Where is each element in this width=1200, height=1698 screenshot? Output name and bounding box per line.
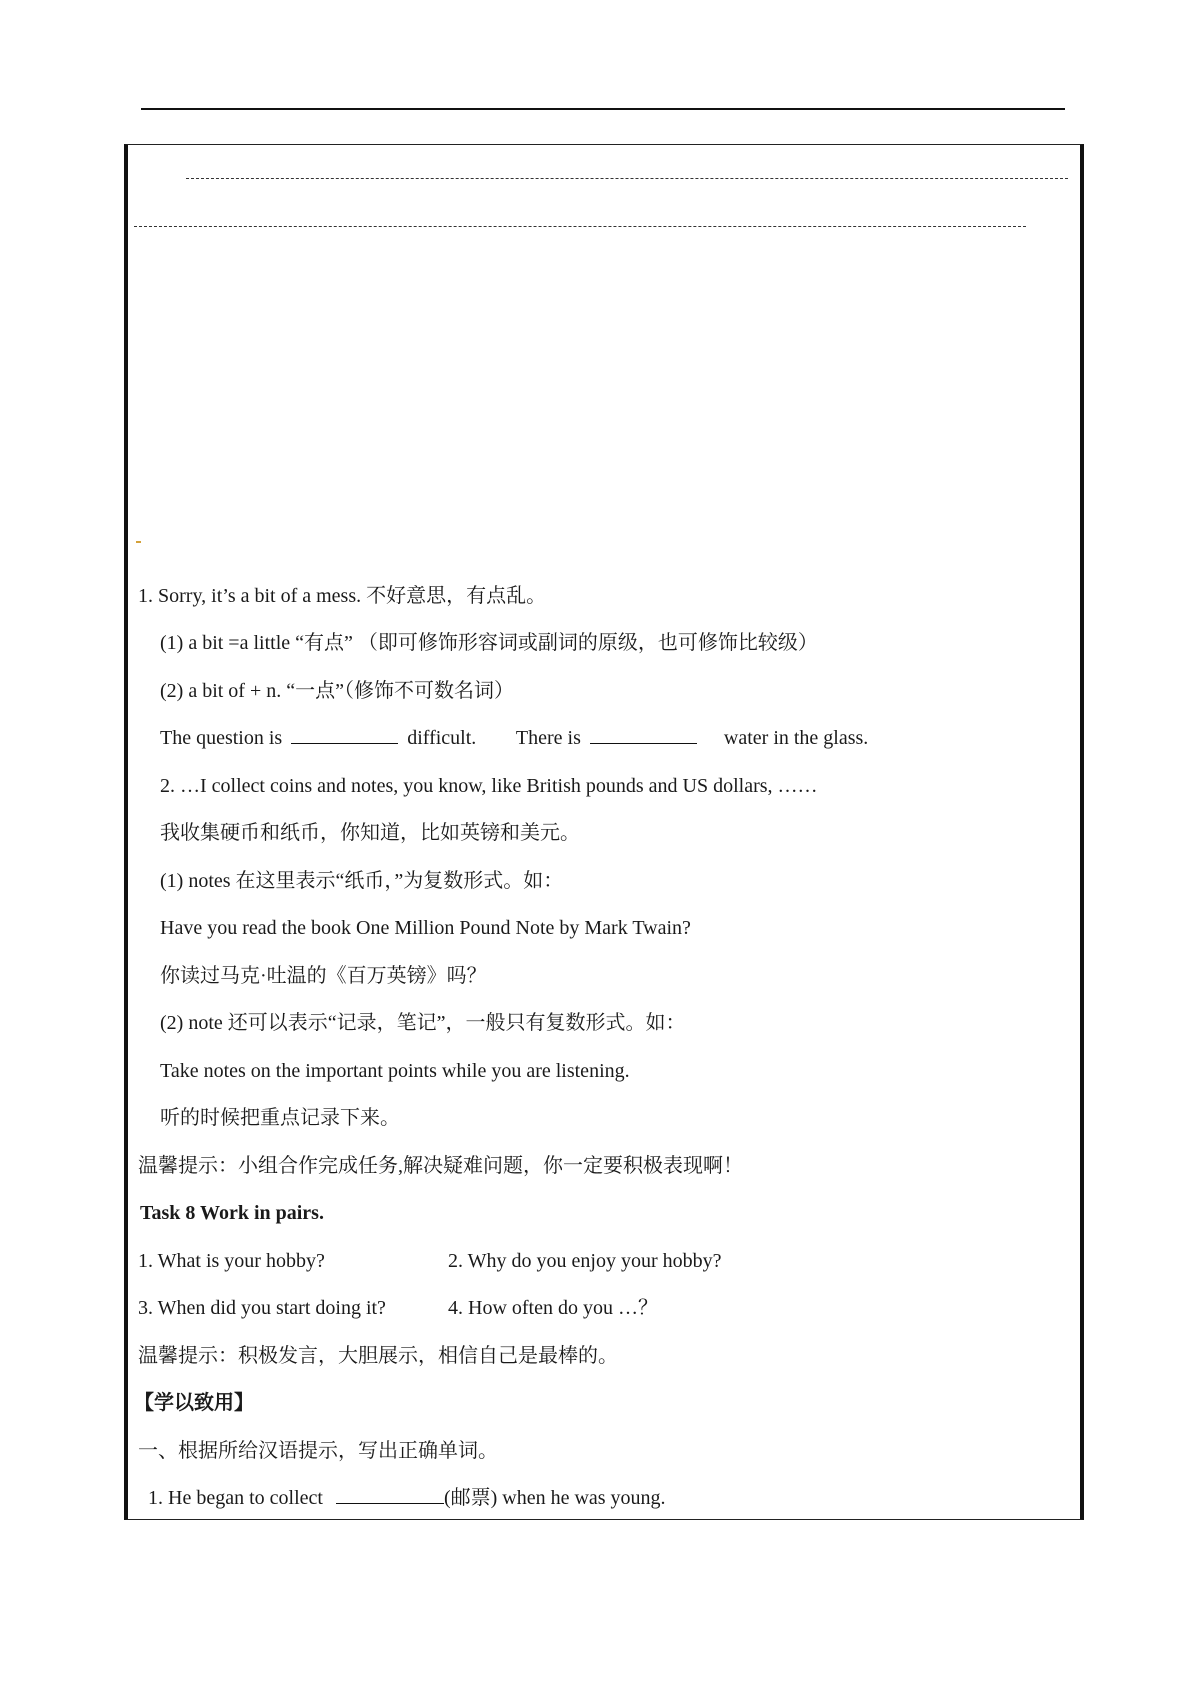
dashed-answer-line-1 <box>186 178 1068 179</box>
note2-example1-en: Have you read the book One Million Pound Note by Mark Twain? <box>160 917 691 939</box>
task8-title: Task 8 Work in pairs. <box>140 1202 324 1224</box>
blank-a[interactable] <box>291 727 398 744</box>
task8-question-2: 2. Why do you enjoy your hobby? <box>448 1250 722 1272</box>
note1-title: 1. Sorry, it’s a bit of a mess. 不好意思，有点乱。 <box>138 585 547 607</box>
blank-b[interactable] <box>590 727 697 744</box>
section-title: 【学以致用】 <box>134 1392 254 1414</box>
task8-question-3: 3. When did you start doing it? <box>138 1297 386 1319</box>
exercise1-after: (邮票) when he was young. <box>443 1487 666 1509</box>
note2-translation: 我收集硬币和纸币，你知道，比如英镑和美元。 <box>160 822 580 844</box>
example-b-before: There is <box>515 727 581 749</box>
example-a-before: The question is <box>160 727 283 749</box>
tip-1: 温馨提示：小组合作完成任务,解决疑难问题，你一定要积极表现啊！ <box>138 1155 743 1177</box>
header-rule <box>141 108 1065 110</box>
note2-example2-en: Take notes on the important points while you are listening. <box>160 1060 630 1082</box>
task8-question-4: 4. How often do you …？ <box>448 1297 658 1319</box>
dashed-answer-line-2 <box>134 226 1026 227</box>
note2-title: 2. …I collect coins and notes, you know, like British pounds and US dollars, …… <box>160 775 818 797</box>
note1-example-row <box>160 726 868 750</box>
task8-question-1: 1. What is your hobby? <box>138 1250 325 1272</box>
exercise1-blank[interactable] <box>336 1487 444 1504</box>
note2-example2-cn: 听的时候把重点记录下来。 <box>160 1107 400 1129</box>
tip-2: 温馨提示：积极发言，大胆展示，相信自己是最棒的。 <box>138 1345 618 1367</box>
example-b-after: water in the glass. <box>723 727 869 749</box>
margin-mark <box>136 541 141 543</box>
note2-point1: (1) notes 在这里表示“纸币，”为复数形式。如： <box>160 870 564 892</box>
exercise-intro: 一、根据所给汉语提示，写出正确单词。 <box>138 1440 498 1462</box>
exercise1-before: 1. He began to collect <box>148 1487 323 1509</box>
note1-point2: (2) a bit of + n. “一点”（修饰不可数名词） <box>160 680 515 702</box>
note1-point1: (1) a bit =a little “有点” （即可修饰形容词或副词的原级，也可修饰比较级） <box>160 632 818 654</box>
note2-point2: (2) note 还可以表示“记录，笔记”，一般只有复数形式。如： <box>160 1012 686 1034</box>
example-a-after: difficult. <box>407 727 477 749</box>
note2-example1-cn: 你读过马克·吐温的《百万英镑》吗？ <box>160 965 487 987</box>
exercise-item-1 <box>148 1486 666 1510</box>
